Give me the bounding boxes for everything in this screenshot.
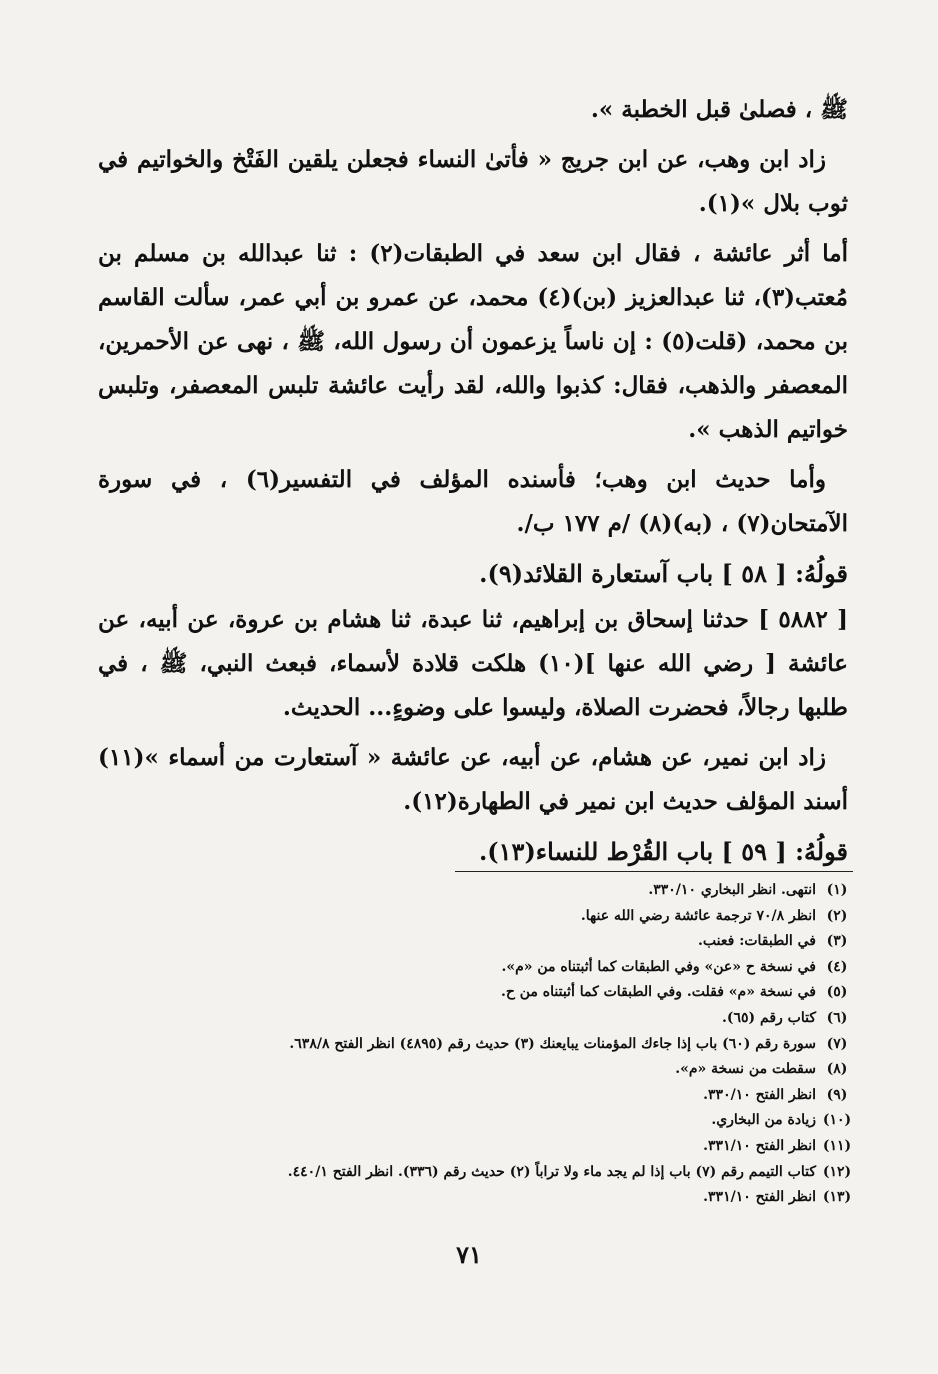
footnote-number: (٩) [826,1086,848,1103]
footnote-text: في الطبقات: فعنب. [698,933,816,950]
paragraph-6: زاد ابن نمير، عن هشام، عن أبيه، عن عائشة « آستعارت من أسماء »(١١) أسند المؤلف حديث ابن نمير في الطهارة(١٢). [98,744,848,815]
footnote-item [100,1057,858,1083]
footnote-item [100,1032,858,1058]
footnote-item [100,1108,858,1134]
footnote-number: (١٣) [822,1189,852,1206]
footnote-number: (١٠) [822,1112,852,1129]
footnote-text: سقطت من نسخة «م». [675,1061,816,1078]
footnote-text: في نسخة ح «عن» وفي الطبقات كما أثبتناه من «م». [501,958,816,975]
footnote-number: (١) [826,882,848,898]
paragraph-3: أما أثر عائشة ، فقال ابن سعد في الطبقات(٢) : ثنا عبدالله بن مسلم بن مُعتب(٣)، ثنا عبدالعزيز (بن)(٤) محمد، عن عمرو بن أبي عمر، سألت القاسم بن محمد، (قلت(٥) : إن ناساً يزعمون أن رسول الله، ﷺ ، نهى عن الأحمرين، المعصفر والذهب، فقال: كذبوا والله، لقد رأيت عائشة تلبس المعصفر، وتلبس خواتيم الذهب ». [98,240,848,443]
footnote-item [100,955,858,981]
paragraph-2: زاد ابن وهب، عن ابن جريج « فأتىٰ النساء فجعلن يلقين الفَتْخ والخواتيم في ثوب بلال »(١). [98,146,848,217]
footnotes [100,878,858,1211]
main-text [98,88,848,876]
footnote-divider [455,871,853,872]
footnote-number: (٦) [826,1009,848,1026]
footnote-item [100,1134,858,1160]
footnote-text: كتاب رقم (٦٥). [721,1009,816,1026]
footnote-number: (٧) [826,1035,848,1052]
footnote-text: سورة رقم (٦٠) باب إذا جاءك المؤمنات يبايعنك (٣) حديث رقم (٤٨٩٥) انظر الفتح ٦٣٨/٨. [289,1035,816,1052]
footnote-item [100,904,858,930]
section-heading-58: قولُهُ: [ ٥٨ ] باب آستعارة القلائد(٩). [479,559,848,588]
footnote-text: انظر الفتح ٣٣١/١٠. [703,1189,816,1206]
footnote-item [100,1083,858,1109]
page-number: ٧١ [456,1240,482,1269]
footnote-number: (١١) [822,1137,852,1154]
footnote-item [100,980,858,1006]
paragraph-4: وأما حديث ابن وهب؛ فأسنده المؤلف في التفسير(٦) ، في سورة الآمتحان(٧) ، (به)(٨) /م ١٧٧ ب/. [98,466,848,537]
footnote-text: في نسخة «م» فقلت. وفي الطبقات كما أثبتناه من ح. [500,984,816,1001]
footnote-text: كتاب التيمم رقم (٧) باب إذا لم يجد ماء ولا تراباً (٢) حديث رقم (٣٣٦). انظر الفتح ٤٤٠/١. [287,1163,816,1180]
footnote-item [100,1160,858,1186]
footnote-number: (٨) [826,1061,848,1078]
footnote-text: انتهى. انظر البخاري ٣٣٠/١٠. [648,882,816,898]
section-heading-59: قولُهُ: [ ٥٩ ] باب القُرْط للنساء(١٣). [478,837,848,866]
footnote-number: (٥) [826,984,848,1001]
footnote-number: (١٢) [822,1163,852,1180]
footnote-text: انظر الفتح ٣٣١/١٠. [703,1137,816,1154]
footnote-number: (٤) [826,958,848,975]
paragraph-5: [ ٥٨٨٢ ] حدثنا إسحاق بن إبراهيم، ثنا عبدة، ثنا هشام بن عروة، عن أبيه، عن عائشة [ رضي الله عنها ](١٠) هلكت قلادة لأسماء، فبعث النبي، ﷺ ، في طلبها رجالاً، فحضرت الصلاة، وليسوا على وضوءٍ... الحديث. [98,606,848,721]
footnote-text: انظر ٧٠/٨ ترجمة عائشة رضي الله عنها. [580,907,816,924]
footnote-item [100,878,858,904]
footnote-item [100,929,858,955]
footnote-text: زيادة من البخاري. [711,1112,816,1129]
footnote-number: (٢) [826,907,848,924]
paragraph-1: ﷺ ، فصلىٰ قبل الخطبة ». [590,96,848,123]
footnote-text: انظر الفتح ٣٣٠/١٠. [703,1086,816,1103]
footnote-item [100,1006,858,1032]
footnote-item [100,1185,858,1211]
footnote-number: (٣) [826,933,848,950]
